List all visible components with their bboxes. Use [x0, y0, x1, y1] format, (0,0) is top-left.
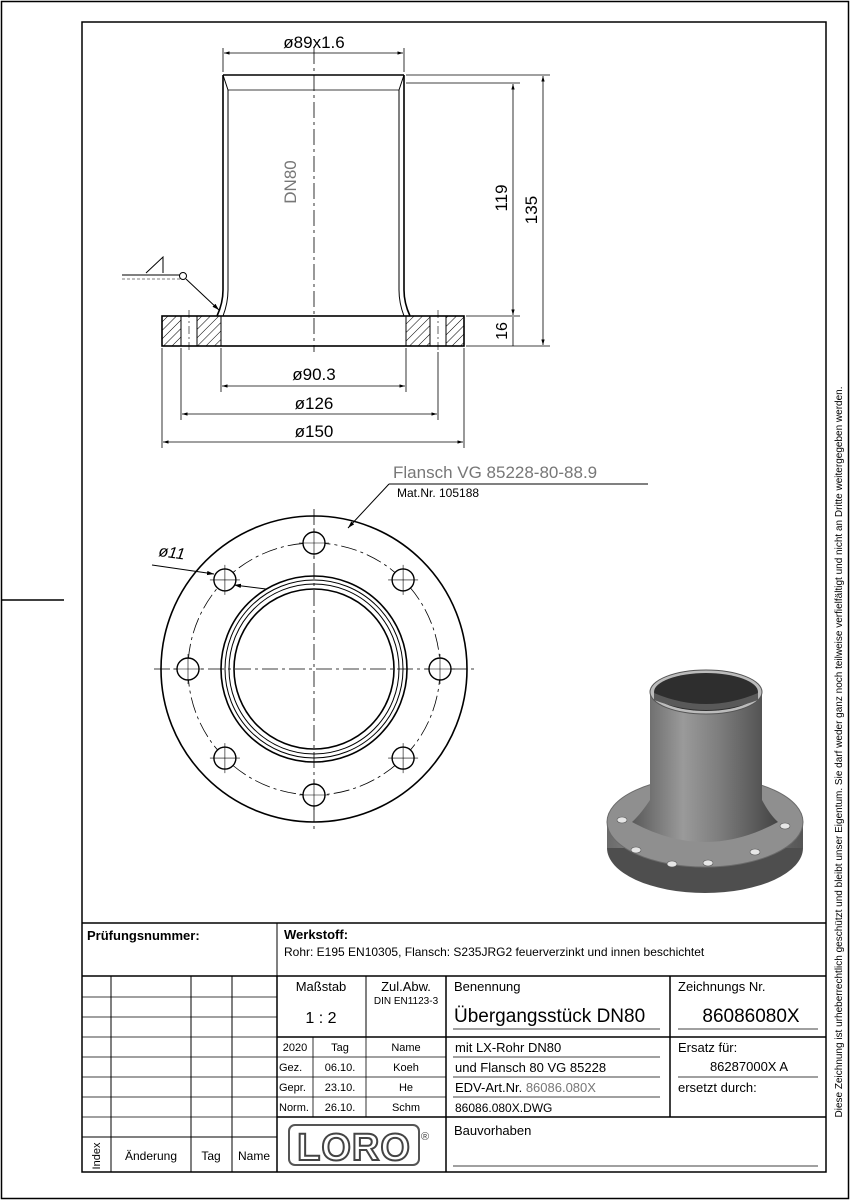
edv-label — [455, 1080, 596, 1095]
zeichnungs-label: Zeichnungs Nr. — [678, 979, 766, 994]
copyright-note: Diese Zeichnung ist urheberrechtlich geschützt und bleibt unser Eigentum. Sie darf weder ganz noch teilweise verfielfältigt und nicht an Dritte weitergegeben werden. — [834, 386, 845, 1118]
dim-outer-diameter: ø150 — [294, 422, 334, 441]
norm-name: Schm — [391, 1102, 421, 1114]
zeichnungs-value: 86086080X — [702, 1006, 800, 1027]
gepr-label: Gepr. — [279, 1082, 306, 1094]
tag-header: Tag — [331, 1042, 349, 1054]
gepr-name: He — [398, 1082, 414, 1094]
massstab-label: Maßstab — [295, 979, 347, 994]
werkstoff-text: Rohr: E195 EN10305, Flansch: S235JRG2 feuerverzinkt und innen beschichtet — [284, 945, 705, 959]
edv-value: 86086.080X — [525, 1080, 596, 1095]
logo-registered: ® — [421, 1131, 430, 1143]
dim-pipe-diameter: ø89x1.6 — [283, 33, 345, 52]
massstab-value: 1 : 2 — [305, 1010, 337, 1027]
gez-name: Koeh — [393, 1062, 419, 1074]
zulabw-label: Zul.Abw. — [381, 979, 431, 994]
dim-height-pipe: 119 — [492, 184, 511, 212]
rev-aenderung: Änderung — [124, 1149, 178, 1163]
dim-height-total: 135 — [522, 195, 541, 225]
zulabw-standard: DIN EN1123-3 — [373, 996, 439, 1007]
edv-label-text: EDV-Art.Nr. — [455, 1080, 523, 1095]
rev-tag: Tag — [201, 1149, 221, 1163]
dim-bolt-circle: ø126 — [294, 394, 334, 413]
dim-flange-thickness: 16 — [494, 322, 511, 340]
dim-hole-diameter: ø11 — [157, 543, 186, 564]
desc-line-2: und Flansch 80 VG 85228 — [455, 1060, 607, 1075]
dwg-file: 86086.080X.DWG — [455, 1101, 553, 1115]
norm-label: Norm. — [279, 1102, 309, 1114]
ersetzt-label: ersetzt durch: — [678, 1080, 757, 1095]
inner-border — [82, 22, 826, 1172]
norm-date: 26.10. — [324, 1102, 356, 1114]
gepr-date: 23.10. — [324, 1082, 356, 1094]
desc-line-1: mit LX-Rohr DN80 — [455, 1040, 562, 1055]
part-name: Flansch VG 85228-80-88.9 — [393, 463, 598, 482]
ersatz-value: 86287000X A — [709, 1059, 789, 1074]
logo-text: LORO — [297, 1127, 411, 1169]
pruefungsnummer-label: Prüfungsnummer: — [87, 928, 200, 943]
hole-leader — [152, 565, 214, 574]
bauvorhaben-label: Bauvorhaben — [454, 1123, 532, 1138]
ersatz-label: Ersatz für: — [678, 1040, 738, 1055]
dim-inner-diameter: ø90.3 — [292, 365, 336, 384]
dimension-lines — [162, 48, 550, 448]
loro-logo — [289, 1125, 429, 1169]
name-header: Name — [391, 1042, 421, 1054]
year: 2020 — [282, 1042, 308, 1054]
iso-render — [607, 670, 803, 893]
werkstoff-label: Werkstoff: — [284, 927, 349, 942]
dn-label: DN80 — [281, 160, 300, 204]
benennung-value: Übergangsstück DN80 — [454, 1006, 646, 1027]
rev-index: Index — [91, 1142, 103, 1170]
gez-label: Gez. — [279, 1062, 303, 1074]
rev-name: Name — [237, 1149, 271, 1163]
hole-leader-2 — [234, 585, 266, 589]
benennung-label: Benennung — [454, 979, 521, 994]
material-number: Mat.Nr. 105188 — [397, 486, 480, 500]
gez-date: 06.10. — [324, 1062, 356, 1074]
